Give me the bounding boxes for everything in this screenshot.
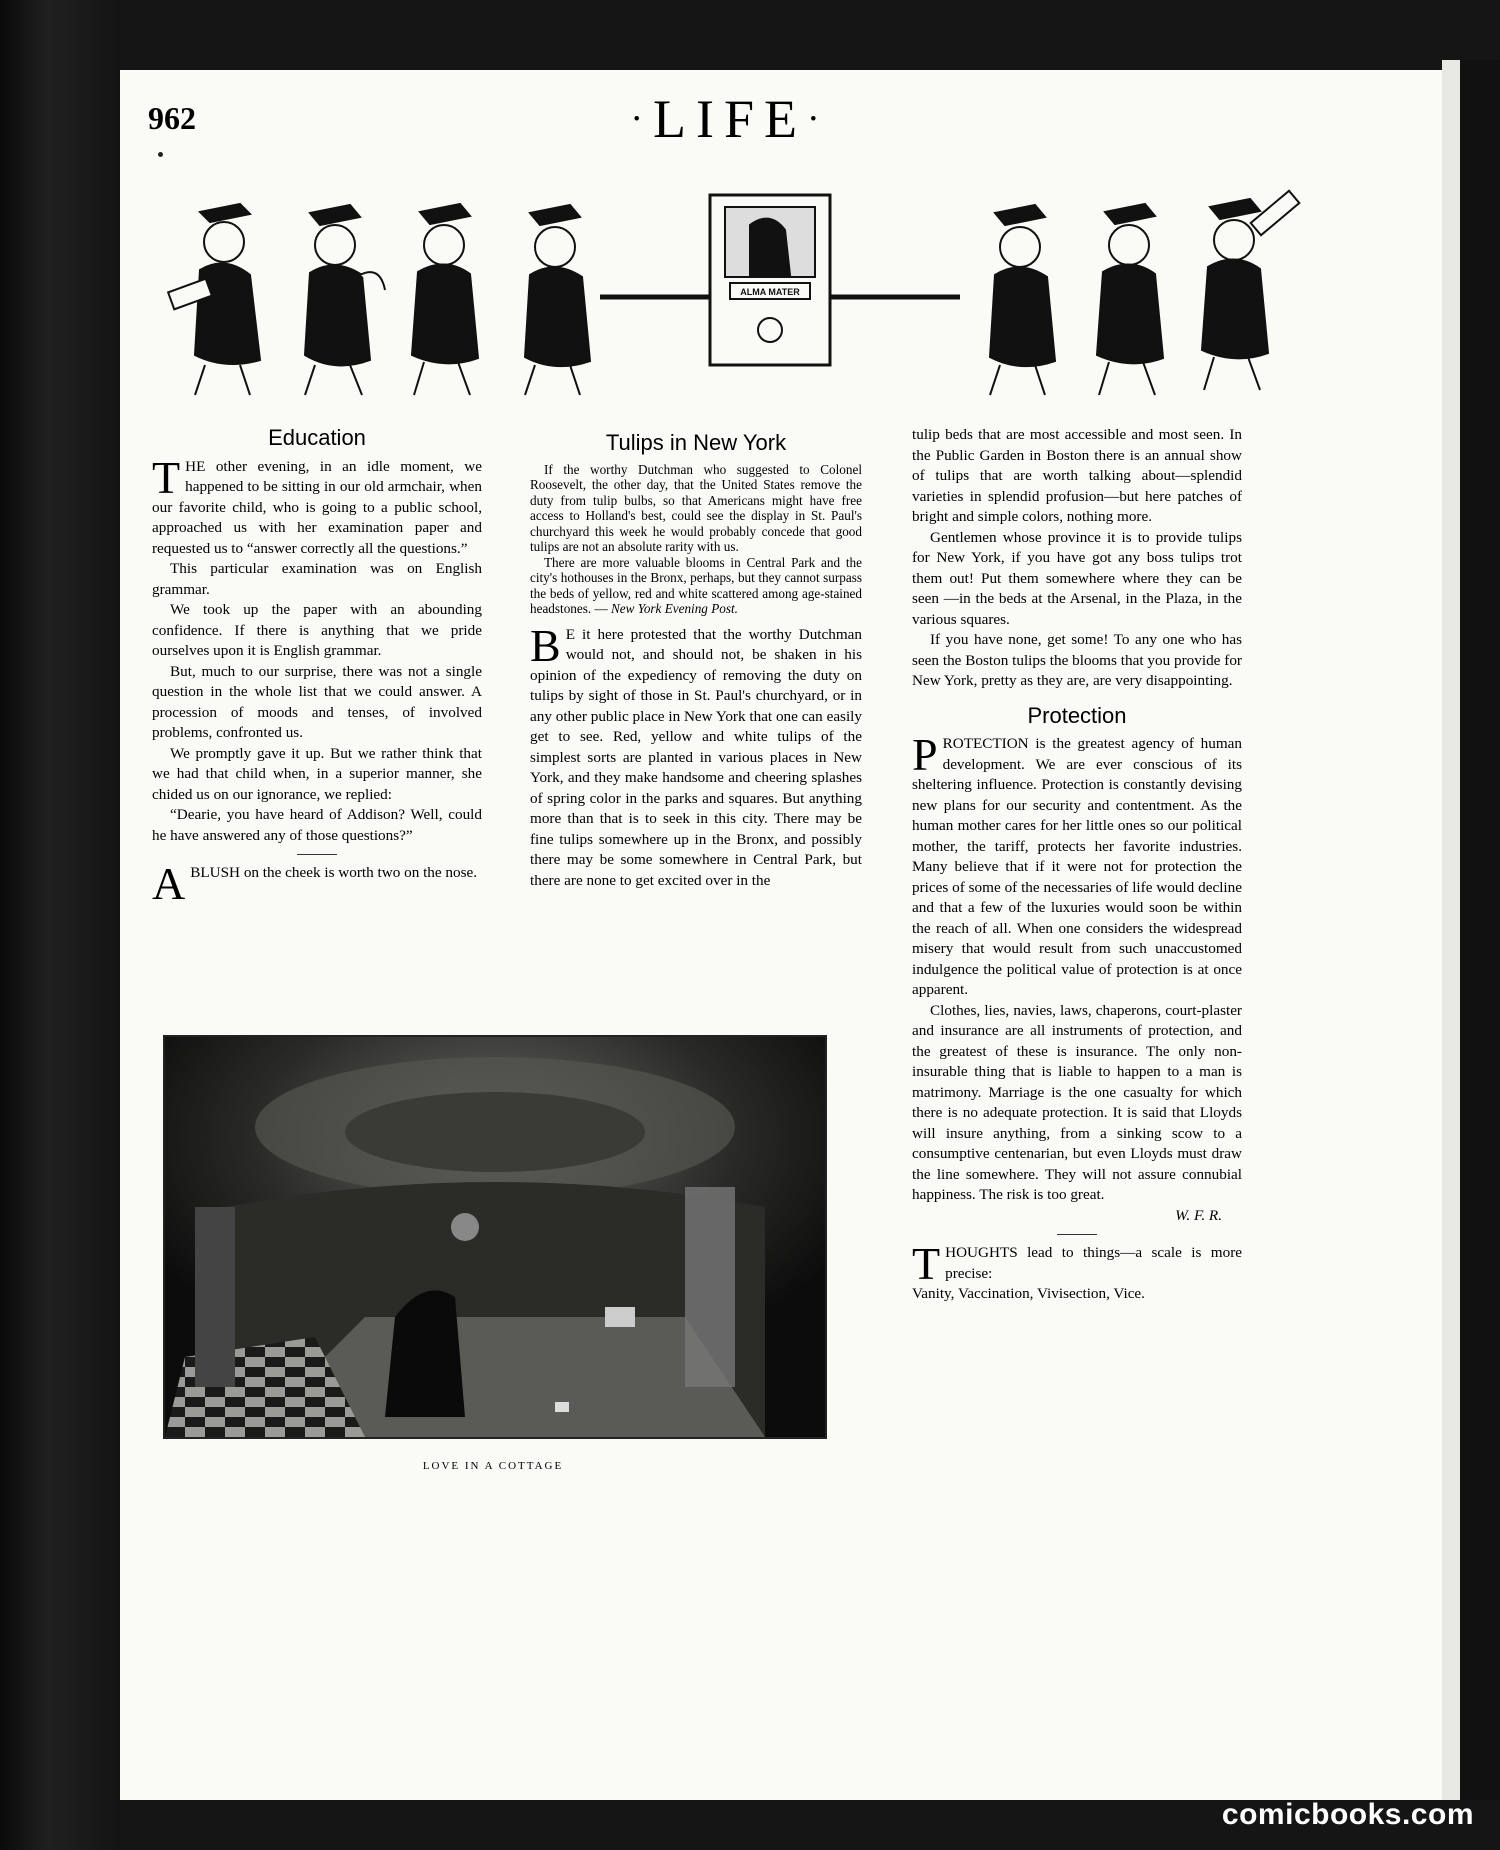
education-paragraph: We promptly gave it up. But we rather think that we had that child when, in a superior manner, she chided us on our ignorance, we replied: — [152, 744, 482, 803]
masthead-dot-left: · — [630, 98, 653, 140]
graduate-figure — [990, 205, 1055, 395]
watermark: comicbooks.com — [1221, 1798, 1474, 1831]
tulips-body-text: E it here protested that the worthy Dutchman would not, and should not, be shaken in his opinion of the expediency of removing the duty on tulips by sight of those in St. Paul's churchyard, or in any other public place in New York that one can easily get to see. Red, yellow and white tulips of the simplest sorts are planted in various places in New York, and they make handsome and cheering splashes of spring color in the parks and squares. But anything more than that is to seek in this city. There may be fine tulips somewhere up in the Bronx, and possibly there may be some somewhere in Central Park, but there are none to get excited over in the — [530, 625, 862, 889]
right-column — [912, 425, 1242, 1305]
graduate-figure — [412, 204, 478, 395]
divider-rule — [297, 854, 337, 855]
quote-paragraph — [530, 555, 862, 617]
masthead-dot-right: · — [807, 98, 830, 140]
education-text: HE other evening, in an idle moment, we happened to be sitting in our old armchair, when our favorite child, who is going to a public school, approached us with her examination paper and requested us to “answer correctly all the questions.” — [152, 457, 482, 557]
graduate-figure — [168, 204, 260, 395]
blush-text: BLUSH on the cheek is worth two on the nose. — [190, 864, 478, 881]
education-paragraph — [152, 451, 482, 560]
education-paragraph: This particular examination was on English grammar. — [152, 560, 482, 598]
adjacent-page-edge — [1442, 60, 1460, 1800]
quote-attribution: New York Evening Post. — [610, 601, 738, 616]
education-paragraph: But, much to our surprise, there was not a single question in the whole list that we could answer. A procession of moods and tenses, of involved problems, confronted us. — [152, 662, 482, 741]
scan-right-edge — [1460, 60, 1500, 1800]
page-number: 962 — [148, 100, 196, 136]
drop-cap: T — [152, 451, 181, 503]
tulips-quotation — [530, 462, 862, 617]
tulips-headline: Tulips in New York — [605, 430, 787, 455]
quote-text: There are more valuable blooms in Central Park and the city's hothouses in the Bronx, perhaps, but they cannot surpass the beds of yellow, red and white scattered among age-stained headstones. — — [530, 554, 862, 616]
photo-caption: LOVE IN A COTTAGE — [422, 1460, 564, 1472]
ornament-dot — [158, 152, 163, 157]
graduate-figure — [1097, 204, 1163, 395]
scan-left-edge — [0, 0, 120, 1850]
drop-cap: A — [152, 858, 186, 909]
graduate-figure — [1202, 191, 1299, 390]
interior-photograph — [163, 1035, 827, 1439]
protection-paragraph: Clothes, lies, navies, laws, chaperons, court-plaster and insurance are all instruments of protection, and the greatest of these is insurance. The only non-insurable thing that is liable to happen to a man is matrimony. Marriage is the one casualty for which there is no adequate protection. It is said that Lloyds will insure anything, from a sinking scow to a consumptive centenarian, but even Lloyds must draw the line somewhere. They will not assure connubial happiness. The risk is too great. — [912, 1001, 1242, 1203]
protection-paragraph — [912, 729, 1242, 1001]
masthead-title: LIFE — [653, 89, 807, 149]
thoughts-paragraph — [912, 1238, 1242, 1289]
author-signature: W. F. R. — [1175, 1206, 1222, 1224]
graduates-procession-illustration — [140, 170, 1340, 405]
education-paragraph: We took up the paper with an abounding confidence. If there is anything that we pride ourselves upon it is English grammar. — [152, 601, 482, 659]
quote-paragraph: If the worthy Dutchman who suggested to Colonel Roosevelt, the other day, that the United States remove the duty from tulip bulbs, so that Americans might have free access to Holland's best, could see the display in St. Paul's churchyard this week he would probably concede that good tulips are not an absolute rarity with us. — [530, 461, 862, 554]
thoughts-text: HOUGHTS lead to things—a scale is more precise: — [945, 1244, 1242, 1282]
blush-paragraph — [152, 858, 482, 909]
tulips-continuation: Gentlemen whose province it is to provide tulips for New York, if you have got any boss tulips trot them out! Put them somewhere where they can be seen —in the beds at the Arsenal, in the Plaza, in the various squares. — [912, 528, 1242, 628]
education-headline: Education — [268, 425, 366, 450]
sedan-chair — [600, 195, 960, 365]
education-column — [152, 425, 482, 909]
masthead — [600, 88, 860, 150]
thoughts-list: Vanity, Vaccination, Vivisection, Vice. — [912, 1285, 1145, 1302]
tulips-continuation: If you have none, get some! To any one who has seen the Boston tulips the blooms that you provide for New York, pretty as they are, are very disappointing. — [912, 631, 1242, 689]
protection-headline: Protection — [1027, 702, 1127, 728]
graduate-figure — [525, 205, 590, 395]
divider-rule — [1057, 1234, 1097, 1235]
drop-cap: B — [530, 619, 561, 671]
alma-mater-sign: ALMA MATER — [740, 287, 800, 297]
tulips-column — [530, 430, 862, 891]
protection-text: ROTECTION is the greatest agency of human development. We are ever conscious of its sheltering influence. Protection is constantly devising new plans for our security and contentment. As the human mother cares for her little ones so our political mother, the tariff, protects her favorite industries. Many believe that if it were not for protection the prices of some of the necessaries of life would decline and that a few of the luxuries would soon be within the reach of all. When one considers the widespread misery that would result from such unaccustomed indulgence the political value of protection is at once apparent. — [912, 735, 1242, 998]
drop-cap: T — [912, 1238, 941, 1289]
tulips-continuation: tulip beds that are most accessible and most seen. In the Public Garden in Boston there is an annual show of tulips that are worth talking about—splendid varieties in splendid profusion—but here patches of bright and simple colors, nothing more. — [912, 426, 1242, 525]
graduate-figure — [305, 205, 385, 395]
tulips-body — [530, 619, 862, 892]
education-paragraph: “Dearie, you have heard of Addison? Well, could he have answered any of those questions?” — [152, 806, 482, 844]
drop-cap: P — [912, 729, 938, 780]
